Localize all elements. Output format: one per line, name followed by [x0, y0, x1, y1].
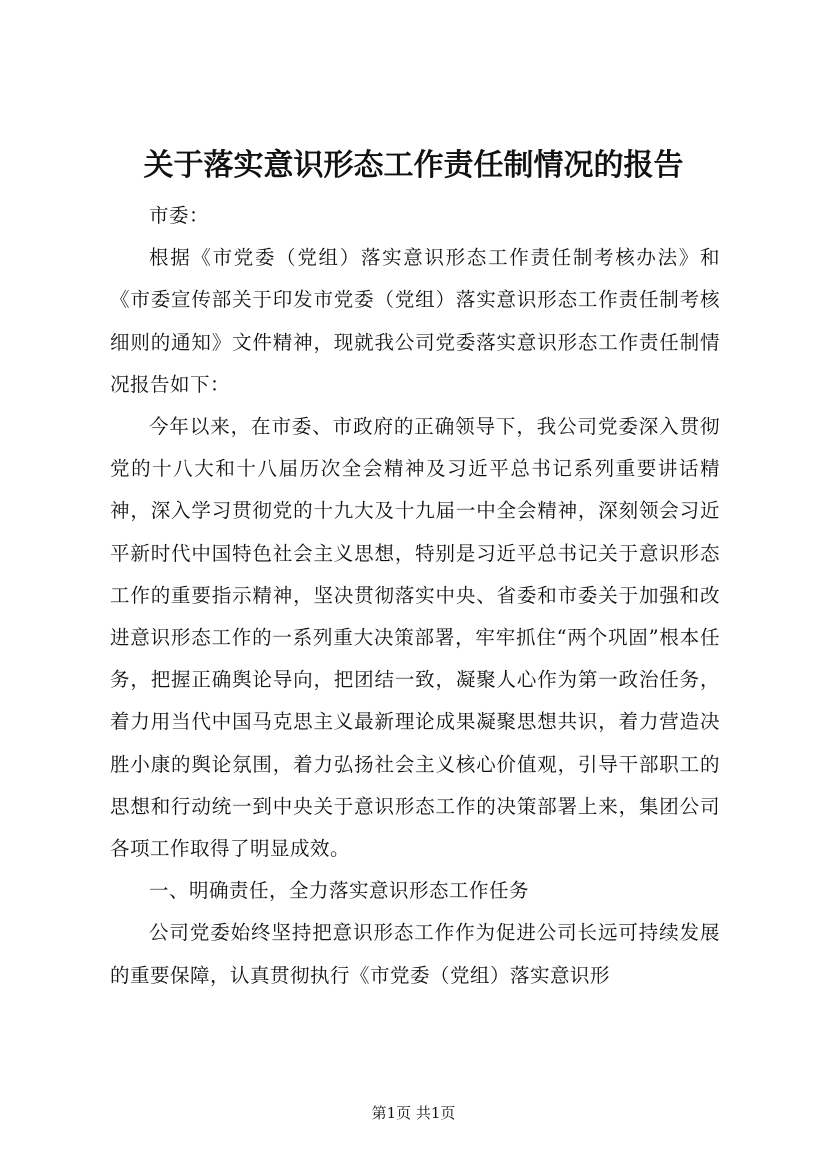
salutation: 市委：: [149, 204, 210, 227]
page-footer: 第1页 共1页: [371, 1104, 456, 1122]
paragraph-section-1: 公司党委始终坚持把意识形态工作作为促进公司长远可持续发展的重要保障，认真贯彻执行《市党委（党组）落实意识形: [110, 921, 720, 987]
paragraph-overview: 今年以来，在市委、市政府的正确领导下，我公司党委深入贯彻党的十八大和十八届历次全会精神及习近平总书记系列重要讲话精神，深入学习贯彻党的十九大及十九届一中全会精神，深刻领会习近平新时代中国特色社会主义思想，特别是习近平总书记关于意识形态工作的重要指示精神，坚决贯彻落实中央、省委和市委关于加强和改进意识形态工作的一系列重大决策部署，牢牢抓住“两个巩固”根本任务，把握正确舆论导向，把团结一致，凝聚人心作为第一政治任务，着力用当代中国马克思主义最新理论成果凝聚思想共识，着力营造决胜小康的舆论氛围，着力弘扬社会主义核心价值观，引导干部职工的思想和行动统一到中央关于意识形态工作的决策部署上来，集团公司各项工作取得了明显成效。: [110, 415, 720, 861]
document-title: 关于落实意识形态工作责任制情况的报告: [143, 148, 684, 183]
paragraph-basis: 根据《市党委（党组）落实意识形态工作责任制考核办法》和《市委宣传部关于印发市党委（党组）落实意识形态工作责任制考核细则的通知》文件精神，现就我公司党委落实意识形态工作责任制情况报告如下：: [110, 246, 720, 396]
document-body: [110, 195, 720, 997]
section-heading-1: 一、明确责任，全力落实意识形态工作任务: [149, 879, 530, 903]
